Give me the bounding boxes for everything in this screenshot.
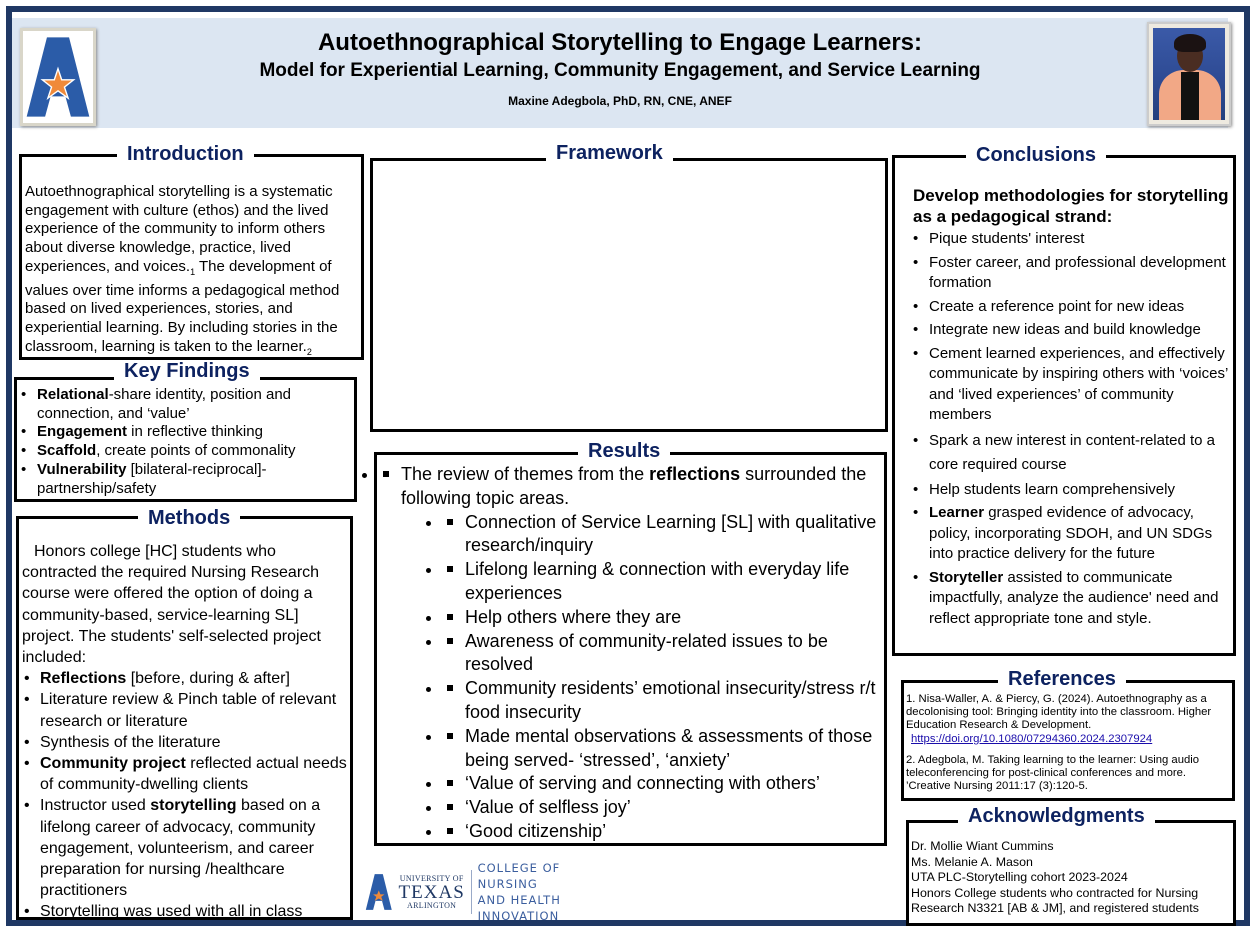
references-title: References: [998, 668, 1126, 690]
methods-item: • Literature review & Pinch table of relevant research or literature: [22, 689, 348, 731]
introduction-text: Autoethnographical storytelling is a systematic engagement with culture (ethos) and the lived experience of the community to inform others about diverse knowledge, practice, lived experiences, and $voices._1$ The development of values over time informs a pedagogical method based on lived experiences, stories, and experiential learning. By including stories in the classroom, learning is taken to the $learner._2$: [25, 183, 340, 357]
key-findings-list: [17, 380, 354, 498]
conclusion-item: • Integrate new ideas and build knowledge: [911, 320, 1231, 341]
reference-2: 2. Adegbola, M. Taking learning to the learner: Using audio teleconferencing for post-clinical conferences and more. ’Creative Nursing 2011:17 (3):120-5.: [906, 753, 1200, 793]
acknowledgments-list: [909, 823, 1233, 917]
results-topic: • Awareness of community-related issues to be resolved: [443, 630, 882, 678]
results-topic: • Help others where they are: [443, 606, 882, 630]
introduction-panel: [19, 154, 364, 360]
methods-item: • Storytelling was used with all in class: [22, 901, 348, 922]
results-topic: • Lifelong learning & connection with everyday life experiences: [443, 558, 882, 606]
poster-title: Autoethnographical Storytelling to Engage Learners:: [317, 29, 923, 56]
uta-logo: [20, 28, 96, 126]
results-title: Results: [578, 440, 670, 462]
results-topic: • ‘Good citizenship’: [443, 820, 882, 844]
conclusion-item: • Spark a new interest in content-related to a core required course: [911, 429, 1231, 477]
conclusion-item: • Help students learn comprehensively: [911, 480, 1231, 501]
methods-list: [22, 668, 348, 922]
poster-author: Maxine Adegbola, PhD, RN, CNE, ANEF: [508, 94, 732, 108]
methods-item: • Synthesis of the literature: [22, 732, 348, 753]
uta-wordmark: UNIVERSITY OF TEXAS ARLINGTON: [398, 873, 465, 910]
results-topic: • ‘Value of serving and connecting with others’: [443, 772, 882, 796]
key-finding-item: • Scaffold, create points of commonality: [19, 442, 350, 461]
acknowledgment-line: Dr. Mollie Wiant Cummins: [911, 839, 1054, 853]
results-topics-list: [379, 511, 882, 844]
uta-nursing-footer-logo: [365, 861, 615, 923]
framework-title: Framework: [546, 142, 673, 164]
acknowledgment-line: UTA PLC-Storytelling cohort 2023-2024: [911, 870, 1128, 884]
methods-intro: Honors college [HC] students who contracted the required Nursing Research course were offered the option of doing a community-based, service-learning SL] project. The students' self-selected project included:: [22, 543, 321, 667]
results-topic: • Connection of Service Learning [SL] with qualitative research/inquiry: [443, 511, 882, 559]
poster-subtitle: Model for Experiential Learning, Community Engagement, and Service Learning: [259, 60, 981, 81]
results-topic: • Community residents’ emotional insecurity/stress r/t food insecurity: [443, 677, 882, 725]
conclusions-list: [911, 229, 1231, 629]
conclusion-item: • Learner grasped evidence of advocacy, policy, incorporating SDOH, and UN SDGs into practice delivery for the future: [911, 503, 1231, 565]
key-findings-panel: [14, 377, 357, 502]
key-finding-item: • Engagement in reflective thinking: [19, 423, 350, 442]
methods-panel: [16, 516, 353, 920]
author-photo: [1147, 22, 1231, 126]
acknowledgment-line: Honors College students who contracted for Nursing Research N3321 [AB & JM], and registered students: [911, 885, 1199, 915]
methods-item: • Reflections [before, during & after]: [22, 668, 348, 689]
key-finding-item: • Vulnerability [bilateral-reciprocal]-partnership/safety: [19, 461, 350, 498]
results-topic: • ‘Value of selfless joy’: [443, 796, 882, 820]
uta-a-star-logo-icon: [23, 31, 93, 123]
conclusions-title: Conclusions: [966, 144, 1106, 166]
acknowledgments-title: Acknowledgments: [958, 805, 1155, 827]
references-panel: [901, 680, 1235, 801]
key-findings-title: Key Findings: [114, 360, 260, 382]
results-lead: • The review of themes from the reflections surrounded the following topic areas.: [379, 463, 882, 511]
conclusions-panel: [892, 155, 1236, 656]
uta-a-star-small-icon: [365, 868, 393, 916]
results-lead-list: [379, 463, 882, 511]
author-portrait-icon: [1153, 28, 1225, 120]
methods-item: • Community project reflected actual needs of community-dwelling clients: [22, 753, 348, 795]
framework-panel: [370, 158, 888, 432]
conclusion-item: • Storyteller assisted to communicate impactfully, analyze the audience' need and reflect appropriate tone and style.: [911, 568, 1231, 630]
key-finding-item: • Relational-share identity, position and connection, and ‘value’: [19, 386, 350, 423]
conclusion-item: • Foster career, and professional development formation: [911, 253, 1231, 294]
college-name: COLLEGE OF NURSING AND HEALTH INNOVATION: [477, 861, 561, 923]
introduction-title: Introduction: [117, 143, 254, 165]
conclusion-item: • Cement learned experiences, and effectively communicate by inspiring others with ‘voices’ and ‘lived experiences’ of community members: [911, 344, 1231, 426]
conclusion-item: • Create a reference point for new ideas: [911, 297, 1231, 318]
results-topic: • Made mental observations & assessments of those being served- ‘stressed’, ‘anxiety’: [443, 725, 882, 773]
reference-1: 1. Nisa-Waller, A. & Piercy, G. (2024). Autoethnography as a decolonising tool: Bringing identity into the classroom. Higher Education Research & Development.: [906, 693, 1212, 732]
results-panel: [374, 452, 887, 846]
logo-divider: [471, 870, 472, 914]
methods-title: Methods: [138, 507, 240, 529]
acknowledgments-panel: [906, 820, 1236, 926]
methods-item: • Instructor used storytelling based on a lifelong career of advocacy, community engagement, volunteerism, and career preparation for nursing /healthcare practitioners: [22, 795, 348, 901]
reference-1-doi-link[interactable]: https://doi.org/10.1080/07294360.2024.2307924: [911, 732, 1153, 745]
conclusion-item: • Pique students' interest: [911, 229, 1231, 250]
acknowledgment-line: Ms. Melanie A. Mason: [911, 854, 1033, 869]
conclusions-heading: Develop methodologies for storytelling as a pedagogical strand:: [913, 186, 1229, 226]
